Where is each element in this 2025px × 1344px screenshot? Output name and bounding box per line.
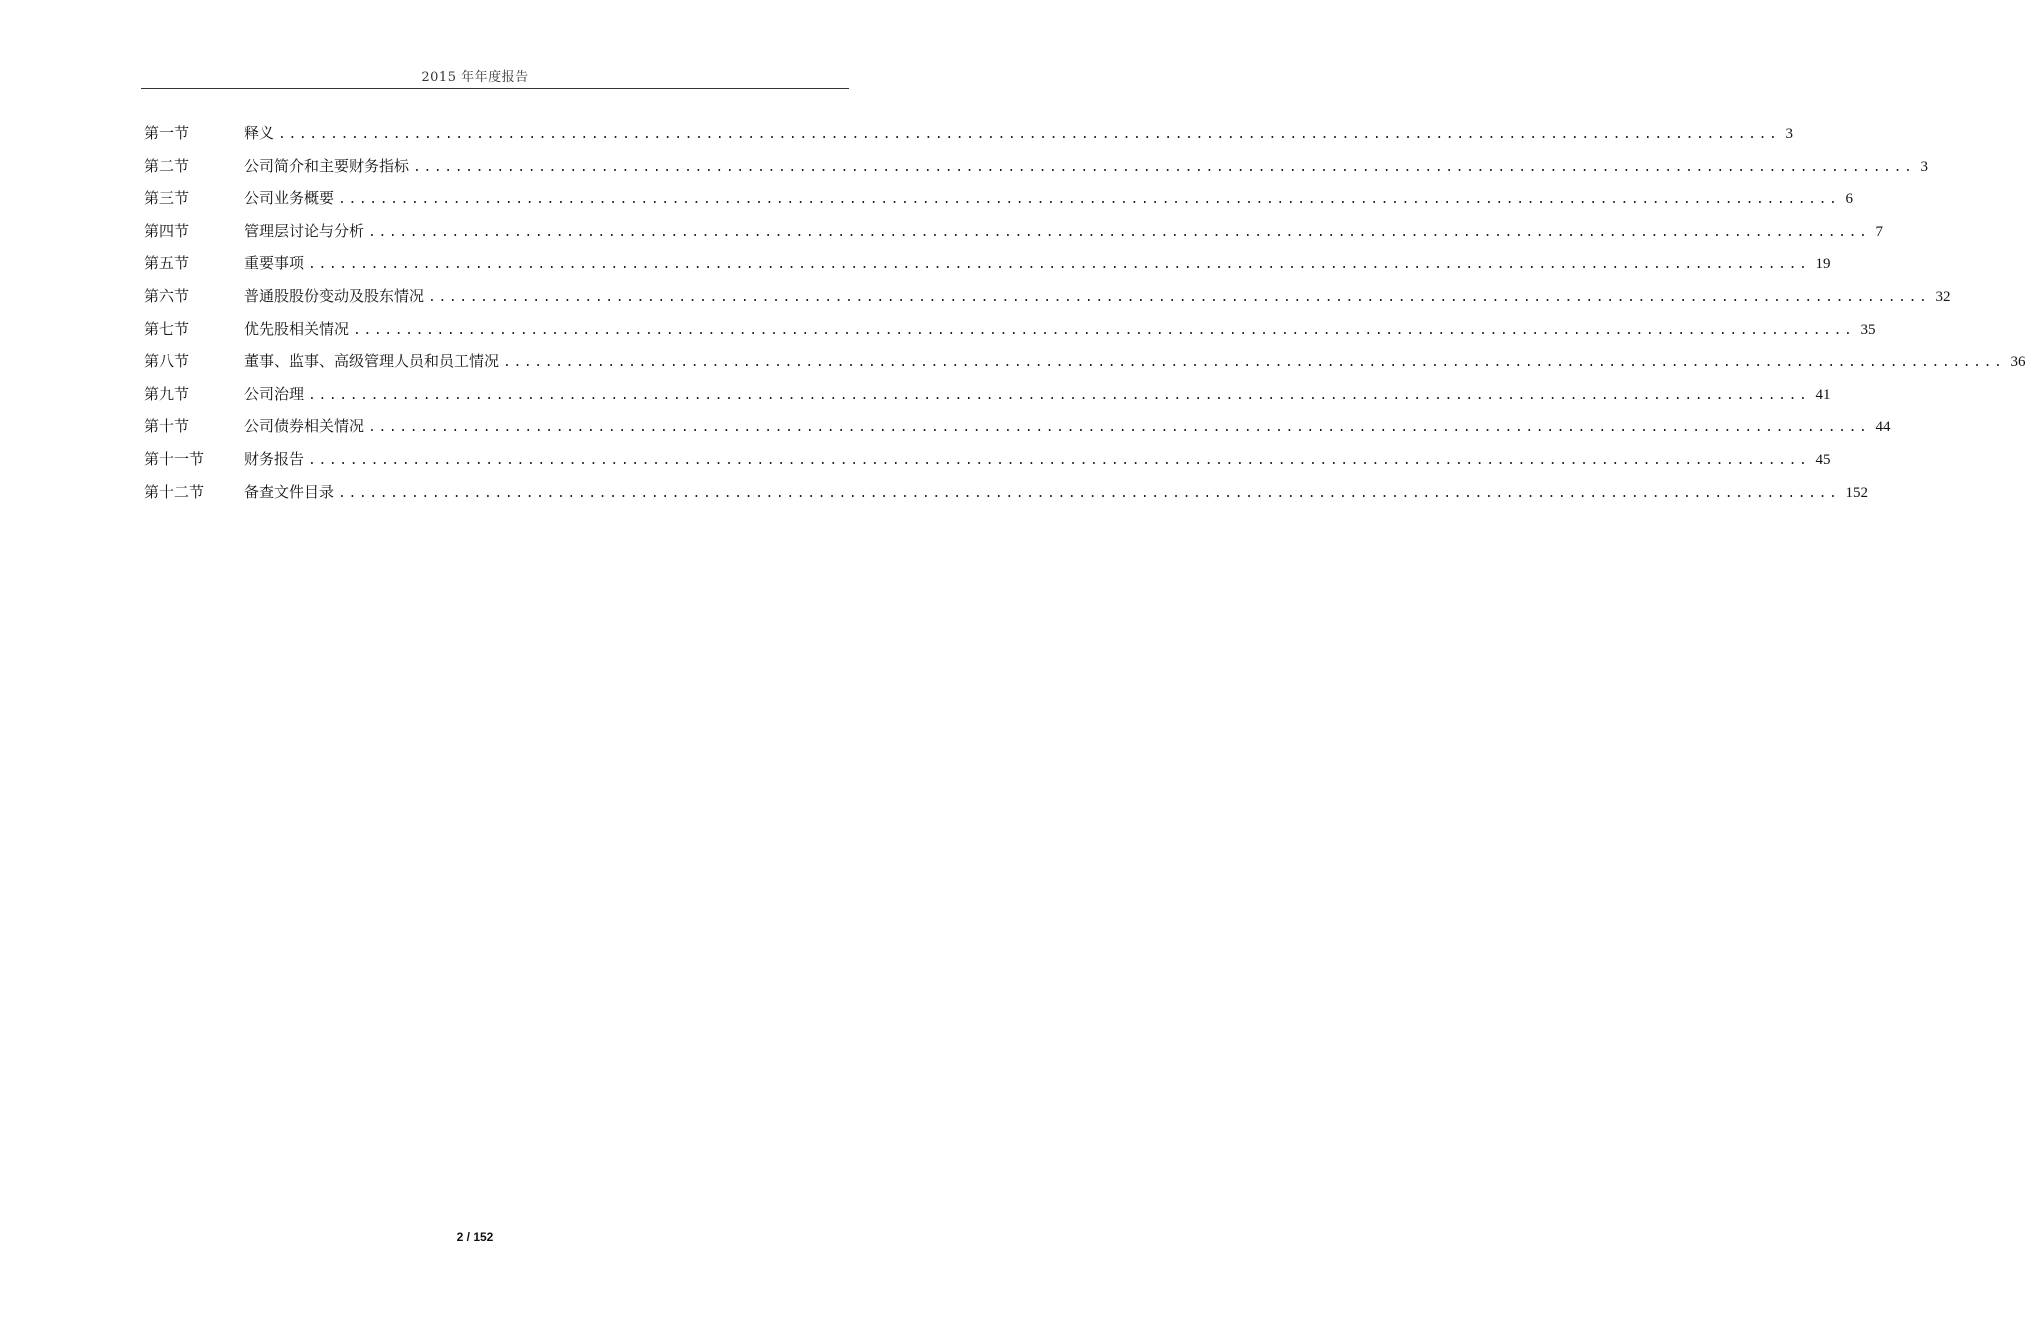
toc-entry[interactable]	[144, 447, 1831, 480]
toc-entry[interactable]	[144, 251, 1831, 284]
toc-section-title: 公司简介和主要财务指标	[244, 156, 410, 175]
toc-section-number: 第七节	[144, 319, 190, 338]
toc-section-title: 备查文件目录	[244, 482, 335, 501]
toc-dot-leader: ................................................................................................................................................	[338, 192, 1840, 208]
toc-section-title: 董事、监事、高级管理人员和员工情况	[244, 352, 500, 371]
toc-dot-leader: ................................................................................................................................................	[413, 159, 1915, 175]
toc-page-number: 35	[1860, 321, 1876, 338]
toc-page-number: 32	[1935, 288, 1951, 305]
toc-section-number: 第十节	[144, 417, 190, 436]
toc-entry[interactable]	[144, 154, 1928, 187]
toc-entry[interactable]	[144, 414, 1891, 447]
toc-section-number: 第六节	[144, 286, 190, 305]
toc-entry[interactable]	[144, 219, 1883, 252]
toc-page-number: 3	[1920, 158, 1928, 175]
toc-entry[interactable]	[144, 284, 1951, 317]
table-of-contents	[144, 121, 2025, 512]
toc-section-title: 管理层讨论与分析	[244, 221, 365, 240]
toc-page-number: 44	[1875, 419, 1891, 436]
header-divider	[141, 88, 849, 89]
page-number-indicator: 2 / 152	[456, 1230, 494, 1244]
toc-entry[interactable]	[144, 121, 1793, 154]
toc-dot-leader: ................................................................................................................................................	[353, 322, 1855, 338]
toc-section-title: 公司债券相关情况	[244, 417, 365, 436]
toc-entry[interactable]	[144, 382, 1831, 415]
document-header-title: 2015 年年度报告	[421, 70, 529, 85]
toc-section-title: 重要事项	[244, 254, 305, 273]
toc-section-number: 第十一节	[144, 449, 205, 468]
toc-dot-leader: ................................................................................................................................................	[503, 355, 2005, 371]
toc-section-number: 第一节	[144, 124, 190, 142]
toc-page-number: 7	[1875, 223, 1883, 240]
toc-section-number: 第八节	[144, 352, 190, 371]
toc-section-number: 第三节	[144, 189, 190, 208]
toc-dot-leader: ................................................................................................................................................	[368, 224, 1870, 240]
toc-section-number: 第十二节	[144, 482, 205, 501]
toc-entry[interactable]	[144, 317, 1876, 350]
toc-page-number: 45	[1815, 451, 1831, 468]
toc-section-title: 普通股股份变动及股东情况	[244, 286, 425, 305]
toc-page-number: 3	[1785, 126, 1793, 142]
toc-section-number: 第五节	[144, 254, 190, 273]
toc-section-title: 财务报告	[244, 449, 305, 468]
toc-dot-leader: ................................................................................................................................................	[368, 420, 1870, 436]
toc-page-number: 6	[1845, 191, 1853, 208]
toc-entry[interactable]	[144, 349, 2025, 382]
toc-entry[interactable]	[144, 480, 1868, 513]
toc-page-number: 19	[1815, 256, 1831, 273]
toc-dot-leader: ................................................................................................................................................	[278, 127, 1780, 142]
toc-dot-leader: ................................................................................................................................................	[338, 485, 1840, 501]
toc-entry[interactable]	[144, 186, 1853, 219]
toc-section-number: 第九节	[144, 384, 190, 403]
toc-dot-leader: ................................................................................................................................................	[308, 387, 1810, 403]
toc-section-title: 优先股相关情况	[244, 319, 350, 338]
toc-section-number: 第二节	[144, 156, 190, 175]
toc-page-number: 152	[1845, 484, 1868, 501]
toc-dot-leader: ................................................................................................................................................	[428, 289, 1930, 305]
toc-page-number: 36	[2010, 354, 2025, 371]
toc-page-number: 41	[1815, 386, 1831, 403]
toc-dot-leader: ................................................................................................................................................	[308, 257, 1810, 273]
toc-section-title: 公司业务概要	[244, 189, 335, 208]
toc-dot-leader: ................................................................................................................................................	[308, 452, 1810, 468]
toc-section-title: 释义	[244, 124, 275, 142]
toc-section-title: 公司治理	[244, 384, 305, 403]
toc-section-number: 第四节	[144, 221, 190, 240]
